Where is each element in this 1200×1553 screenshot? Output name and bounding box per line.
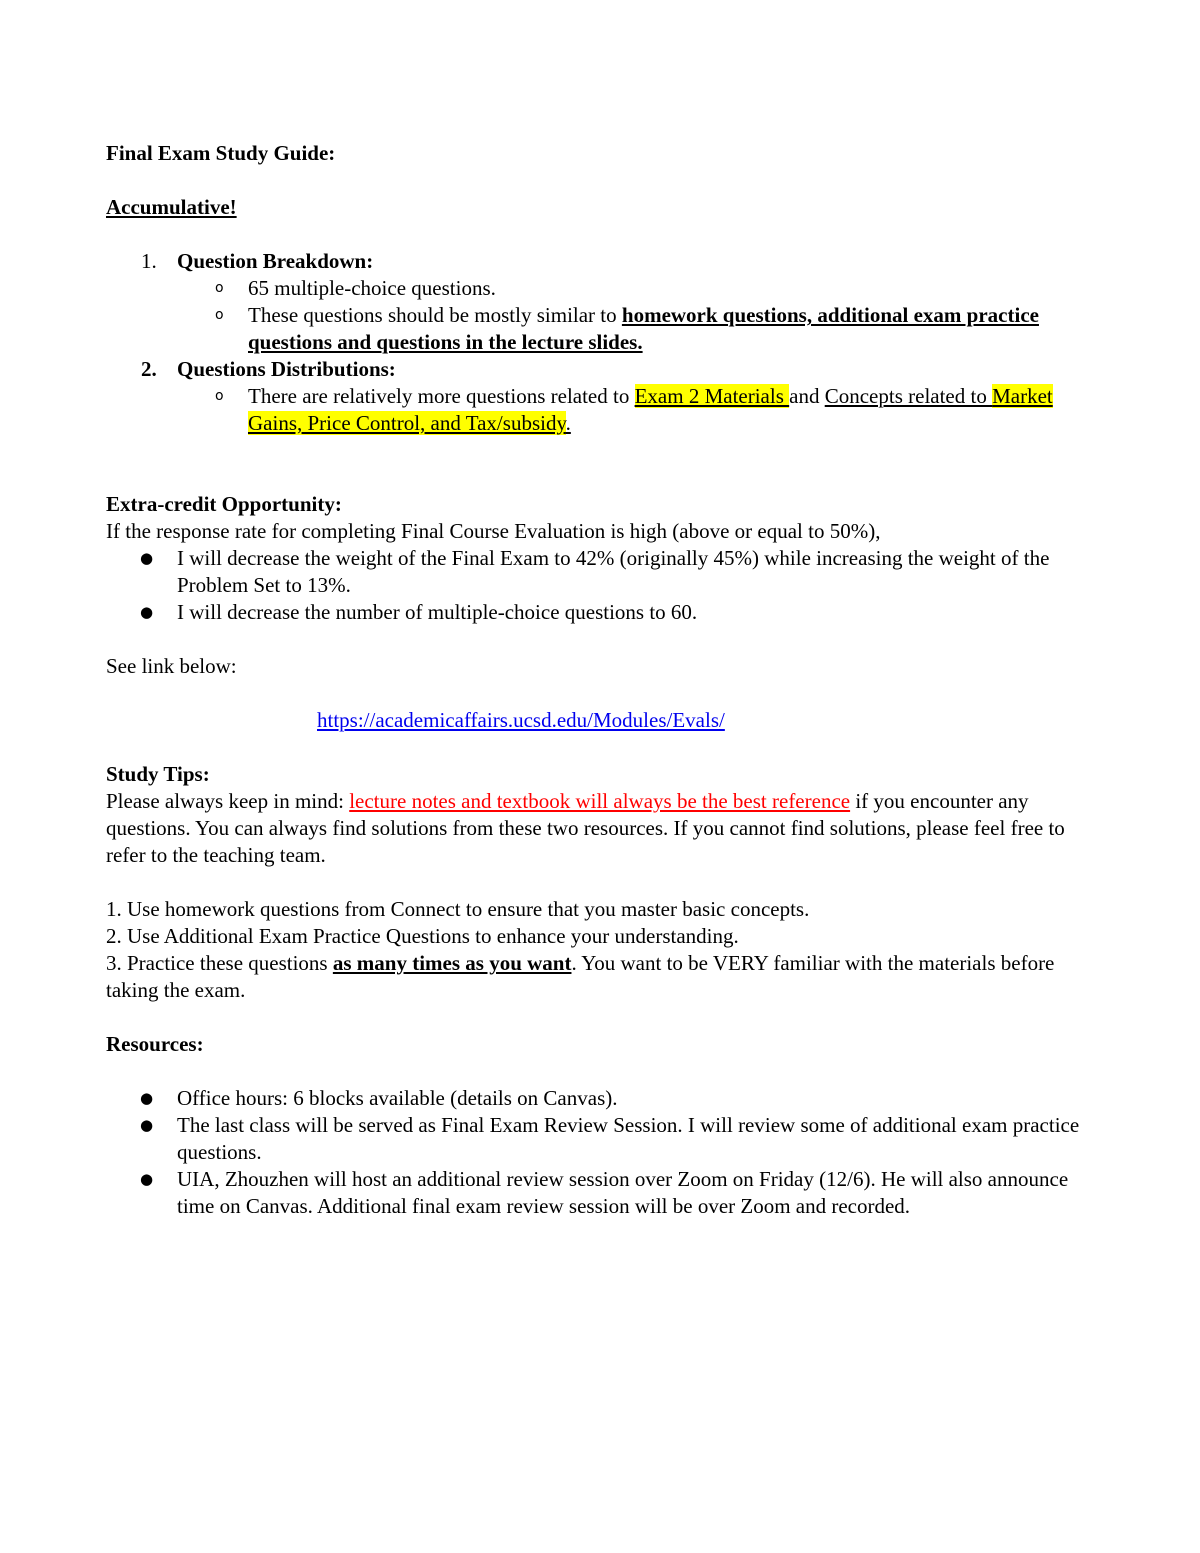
list-item-questions-distributions [106,356,1106,437]
list-number: 2. [141,357,157,381]
circle-bullet-icon: o [215,307,224,323]
breakdown-item-count: 65 multiple-choice questions. [248,276,496,300]
list-item [106,545,1106,599]
resources-heading: Resources: [106,1032,204,1056]
see-link-label: See link below: [106,654,237,678]
study-tip-3 [106,950,1106,1004]
question-breakdown-heading: Question Breakdown: [177,249,374,273]
distribution-and: and [789,384,825,408]
sub-list-item [106,383,1106,437]
extra-credit-intro: If the response rate for completing Final Course Evaluation is high (above or equal to 50%), [106,519,881,543]
study-tips-rest: if you encounter any questions. You can always find solutions from these two resources. If you cannot find solutions, please feel free to refer to the teaching team. [106,789,1065,867]
document-page [106,140,1106,1220]
circle-bullet-icon: o [215,388,224,404]
distribution-sublist [177,383,1106,437]
highlight-exam2: Exam 2 Materials [634,384,790,408]
study-tip-3-end: . You want to be VERY familiar with the materials before taking the exam. [106,951,1055,1002]
questions-distributions-heading: Questions Distributions: [177,357,396,381]
study-tip-1: 1. Use homework questions from Connect to ensure that you master basic concepts. [106,897,810,921]
study-tip-3-start: 3. Practice these questions [106,951,333,975]
extra-credit-weight: I will decrease the weight of the Final Exam to 42% (originally 45%) while increasing the weight of the Problem Set to 13%. [177,546,1050,597]
study-tips-heading: Study Tips: [106,762,210,786]
bullet-icon: ● [140,1089,154,1107]
question-info-list [106,248,1106,437]
study-tip-3-emphasis: as many times as you want [332,951,572,975]
study-tips-intro: Please always keep in mind: [106,789,350,813]
circle-bullet-icon: o [215,280,224,296]
evals-link-row [106,707,1106,734]
sub-list-item [106,275,1106,302]
resource-uia-session: UIA, Zhouzhen will host an additional review session over Zoom on Friday (12/6). He will also announce time on Canvas. Additional final exam review session will be over Zoom and recorded. [177,1167,1069,1218]
extra-credit-list [106,545,1106,626]
list-item [106,1085,1106,1112]
evals-link[interactable]: https://academicaffairs.ucsd.edu/Modules/Evals/ [317,708,725,732]
resource-review-session: The last class will be served as Final Exam Review Session. I will review some of additional exam practice questions. [177,1113,1080,1164]
bullet-icon: ● [140,549,154,567]
list-item [106,1112,1106,1166]
resources-list [106,1085,1106,1220]
extra-credit-questions: I will decrease the number of multiple-choice questions to 60. [177,600,698,624]
distribution-concepts: Concepts related to [824,384,993,408]
distribution-period: . [565,411,571,435]
breakdown-item-sources: homework questions, additional exam practice questions and questions in the lecture slides. [248,303,1039,354]
document-title: Final Exam Study Guide: [106,141,336,165]
list-number: 1. [141,249,157,273]
bullet-icon: ● [140,603,154,621]
sub-list-item [106,302,1106,356]
highlight-market-topics: Market Gains, Price Control, and Tax/subsidy [248,384,1053,435]
best-reference-text: lecture notes and textbook will always be the best reference [349,789,851,813]
study-tip-2: 2. Use Additional Exam Practice Questions to enhance your understanding. [106,924,739,948]
breakdown-sublist [177,275,1106,356]
breakdown-item-similar: These questions should be mostly similar to [248,303,622,327]
list-item [106,1166,1106,1220]
resource-office-hours: Office hours: 6 blocks available (details on Canvas). [177,1086,618,1110]
bullet-icon: ● [140,1116,154,1134]
list-item [106,599,1106,626]
list-item-question-breakdown [106,248,1106,356]
extra-credit-heading: Extra-credit Opportunity: [106,492,342,516]
study-tips-paragraph [106,788,1106,869]
distribution-text: There are relatively more questions related to [248,384,635,408]
bullet-icon: ● [140,1170,154,1188]
document-subtitle: Accumulative! [106,195,237,219]
